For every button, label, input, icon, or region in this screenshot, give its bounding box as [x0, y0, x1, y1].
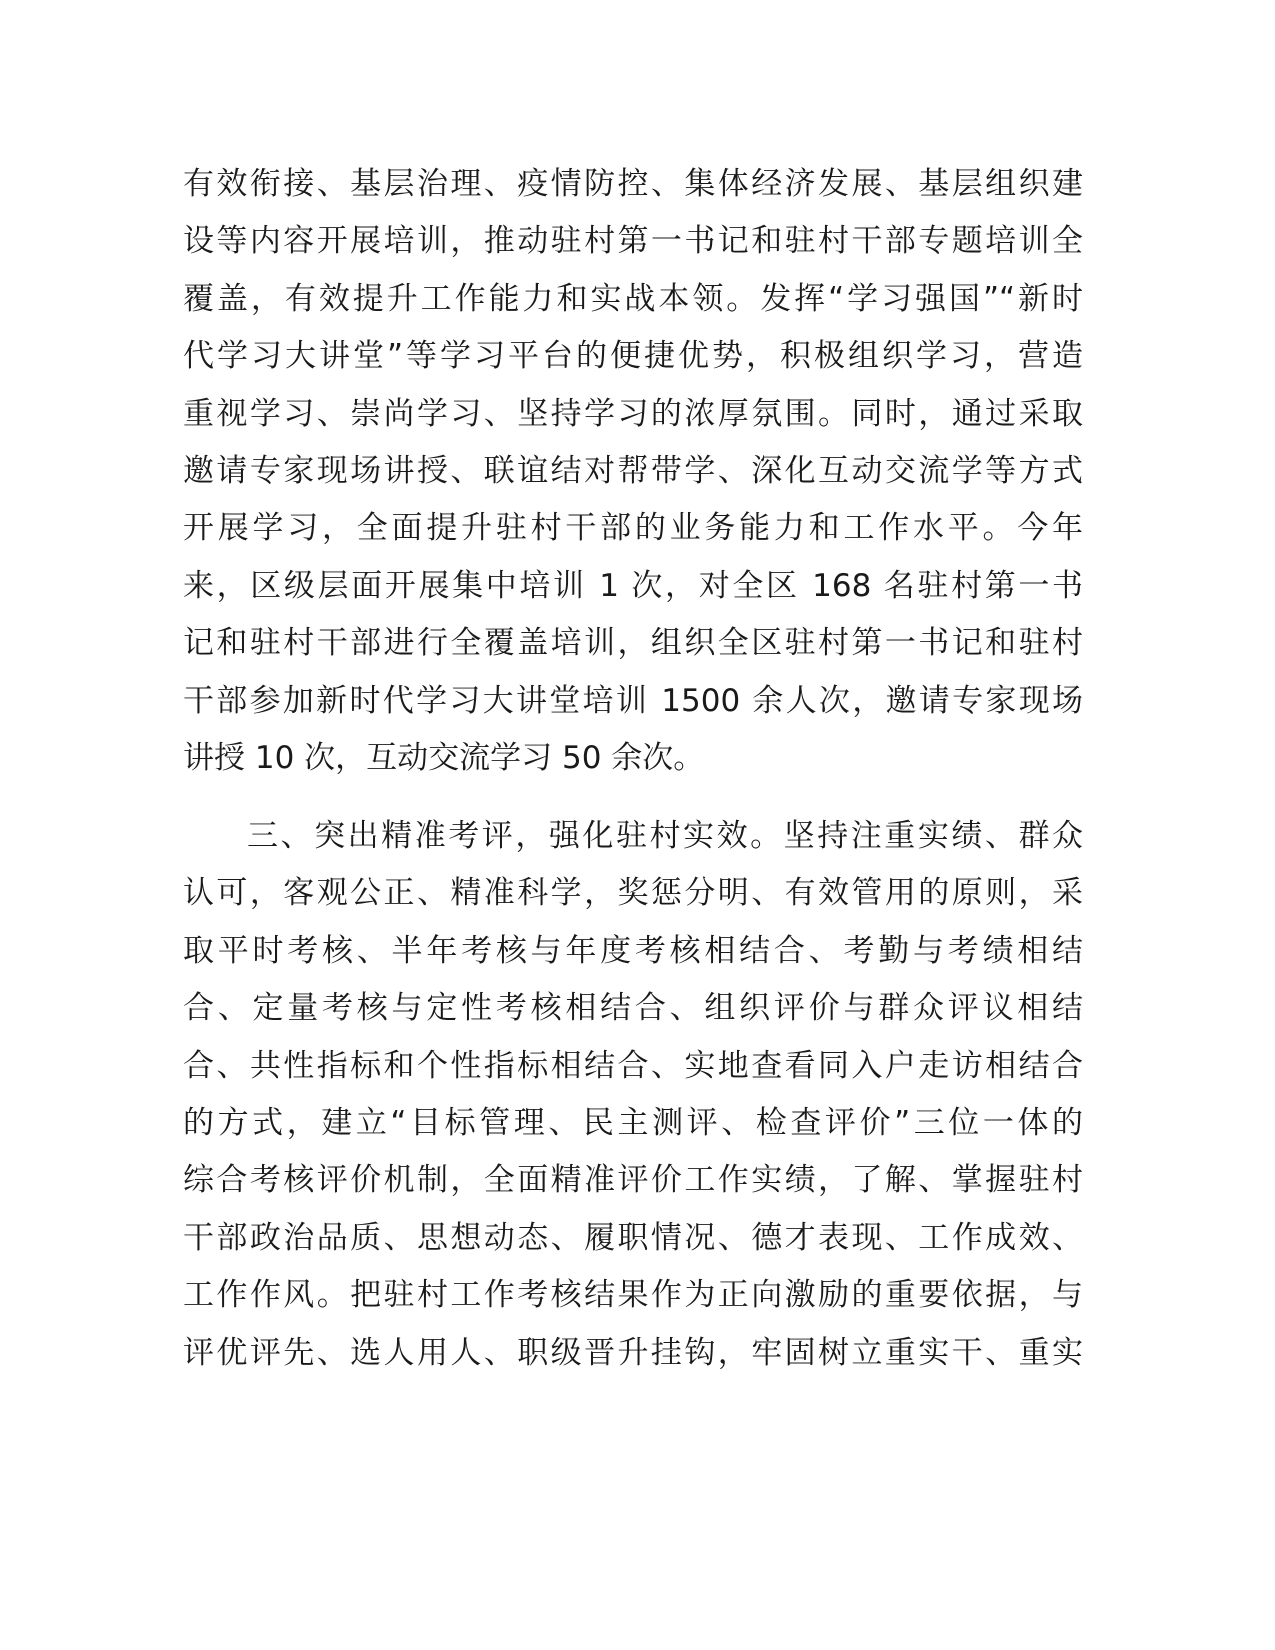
text-line: 记和驻村干部进行全覆盖培训，组织全区驻村第一书记和驻村: [183, 625, 1083, 662]
text-line: 覆盖，有效提升工作能力和实战本领。发挥“学习强国”“新时: [183, 280, 1083, 317]
text-line: 邀请专家现场讲授、联谊结对帮带学、深化互动交流学等方式: [183, 452, 1083, 489]
text-line: 认可，客观公正、精准科学，奖惩分明、有效管用的原则，采: [183, 875, 1083, 912]
text-line: 重视学习、崇尚学习、坚持学习的浓厚氛围。同时，通过采取: [183, 395, 1083, 432]
text-line: 三、突出精准考评，强化驻村实效。坚持注重实绩、群众: [247, 818, 1083, 854]
text-line: 合、共性指标和个性指标相结合、实地查看同入户走访相结合: [183, 1047, 1083, 1084]
text-line: 讲授 10 次，互动交流学习 50 余次。: [183, 739, 705, 776]
text-line: 有效衔接、基层治理、疫情防控、集体经济发展、基层组织建: [183, 166, 1083, 202]
text-line: 开展学习，全面提升驻村干部的业务能力和工作水平。今年: [183, 510, 1083, 547]
text-line: 代学习大讲堂”等学习平台的便捷优势，积极组织学习，营造: [183, 338, 1083, 375]
text-line: 干部参加新时代学习大讲堂培训 1500 余人次，邀请专家现场: [183, 682, 1083, 719]
paragraph-evaluation: [183, 808, 1083, 1382]
text-line: 干部政治品质、思想动态、履职情况、德才表现、工作成效、: [183, 1219, 1083, 1256]
text-line: 综合考核评价机制，全面精准评价工作实绩，了解、掌握驻村: [183, 1162, 1083, 1199]
text-line: 工作作风。把驻村工作考核结果作为正向激励的重要依据，与: [183, 1277, 1083, 1314]
text-line: 设等内容开展培训，推动驻村第一书记和驻村干部专题培训全: [183, 223, 1083, 260]
text-line: 来，区级层面开展集中培训 1 次，对全区 168 名驻村第一书: [183, 567, 1083, 604]
text-line: 取平时考核、半年考核与年度考核相结合、考勤与考绩相结: [183, 932, 1083, 969]
text-line: 合、定量考核与定性考核相结合、组织评价与群众评议相结: [183, 990, 1083, 1027]
text-line: 评优评先、选人用人、职级晋升挂钩，牢固树立重实干、重实: [183, 1334, 1083, 1371]
paragraph-training: [183, 156, 1083, 787]
text-line: 的方式，建立“目标管理、民主测评、检查评价”三位一体的: [183, 1104, 1083, 1141]
